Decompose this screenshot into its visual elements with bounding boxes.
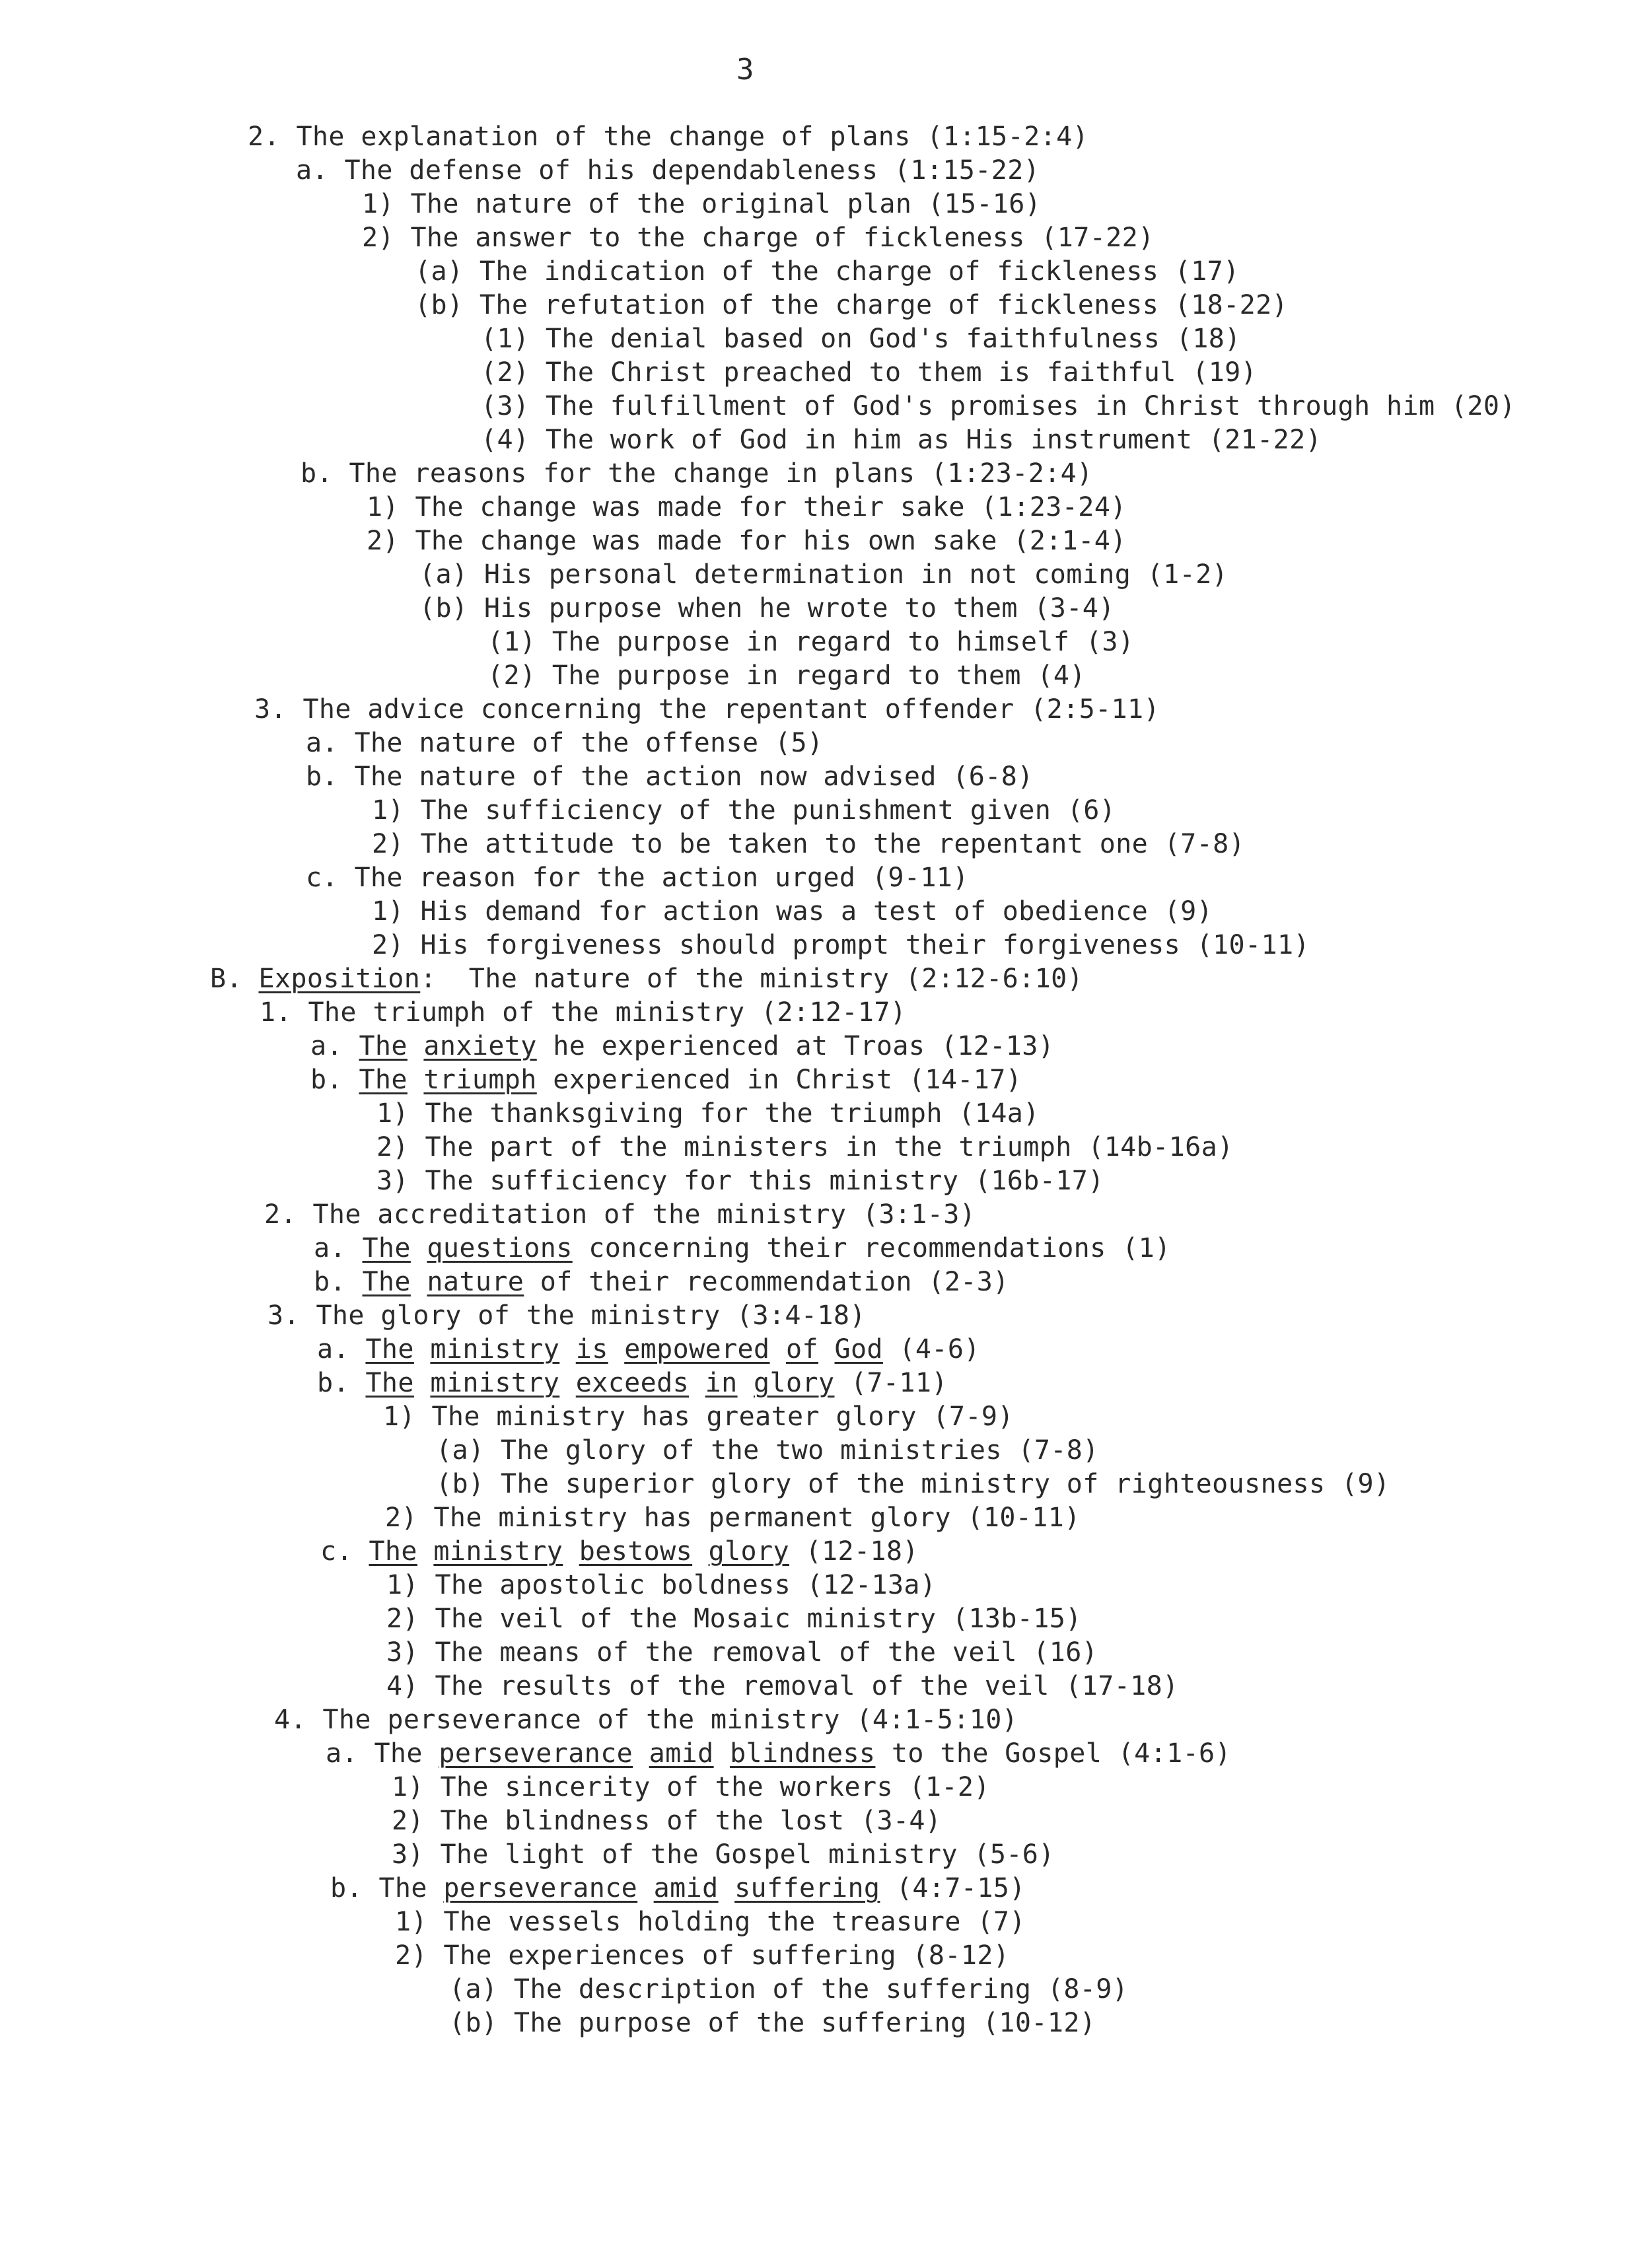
underlined-term: questions xyxy=(427,1233,573,1263)
outline-line xyxy=(0,1569,1638,1602)
outline-line xyxy=(0,1838,1638,1872)
outline-text: (3) The fulfillment of God's promises in Christ through him (20) xyxy=(481,391,1516,421)
outline-text: 2) His forgiveness should prompt their forgiveness (10-11) xyxy=(372,930,1310,960)
outline-text: a. xyxy=(317,1334,366,1364)
underlined-term: The xyxy=(369,1536,417,1567)
outline-text: 2) The change was made for his own sake (2:1-4) xyxy=(367,526,1127,556)
underlined-term: The xyxy=(365,1334,414,1364)
outline-line xyxy=(0,996,1638,1030)
outline-text: a. xyxy=(310,1031,359,1061)
underlined-term: bestows xyxy=(579,1536,693,1567)
outline-text: to the Gospel (4:1-6) xyxy=(875,1738,1232,1769)
outline-text xyxy=(719,1873,734,1903)
outline-line xyxy=(0,1670,1638,1703)
outline-text: 2) The answer to the charge of fickleness (17-22) xyxy=(362,223,1155,253)
outline-text: 2) The veil of the Mosaic ministry (13b-15) xyxy=(386,1604,1082,1634)
outline-line xyxy=(0,1232,1638,1265)
outline-line xyxy=(0,962,1638,996)
outline-line xyxy=(0,1131,1638,1164)
outline-line xyxy=(0,558,1638,592)
outline-text xyxy=(411,1267,427,1297)
outline-line xyxy=(0,1535,1638,1569)
underlined-term: blindness xyxy=(730,1738,876,1769)
outline-text: 1) The vessels holding the treasure (7) xyxy=(395,1907,1026,1937)
outline-line xyxy=(0,2006,1638,2040)
outline-text xyxy=(818,1334,834,1364)
outline-line xyxy=(0,1164,1638,1198)
outline-text: 1) The apostolic boldness (12-13a) xyxy=(386,1570,937,1600)
outline-line xyxy=(0,895,1638,929)
outline-line xyxy=(0,1299,1638,1333)
outline-text: (a) His personal determination in not coming (1-2) xyxy=(419,559,1228,590)
outline xyxy=(0,120,1638,2040)
outline-text xyxy=(633,1738,649,1769)
outline-line xyxy=(0,120,1638,154)
outline-line xyxy=(0,726,1638,760)
outline-text: 1) The nature of the original plan (15-16) xyxy=(362,189,1042,219)
outline-text xyxy=(637,1873,653,1903)
underlined-term: glory xyxy=(754,1368,835,1398)
outline-text xyxy=(608,1334,624,1364)
outline-text: 4. The perseverance of the ministry (4:1-5:10) xyxy=(274,1705,1018,1735)
outline-line xyxy=(0,1872,1638,1905)
outline-text: b. xyxy=(317,1368,366,1398)
outline-text xyxy=(738,1368,754,1398)
outline-text: 1) The sufficiency of the punishment given (6) xyxy=(372,795,1116,826)
outline-text: (1) The denial based on God's faithfulness (18) xyxy=(481,324,1241,354)
outline-text: (4) The work of God in him as His instrument (21-22) xyxy=(481,425,1322,455)
outline-line xyxy=(0,221,1638,255)
outline-text xyxy=(414,1368,430,1398)
underlined-term: anxiety xyxy=(423,1031,537,1061)
underlined-term: The xyxy=(362,1267,411,1297)
outline-text: (7-11) xyxy=(834,1368,948,1398)
outline-text: (b) The purpose of the suffering (10-12) xyxy=(449,2008,1096,2038)
outline-text: (b) The superior glory of the ministry of righteousness (9) xyxy=(436,1469,1390,1499)
underlined-term: God xyxy=(834,1334,883,1364)
outline-line xyxy=(0,828,1638,861)
outline-text: 2) The part of the ministers in the triumph (14b-16a) xyxy=(376,1132,1234,1162)
outline-text xyxy=(408,1065,423,1095)
outline-line xyxy=(0,154,1638,188)
outline-text: b. The nature of the action now advised (6-8) xyxy=(306,762,1034,792)
outline-text: (12-18) xyxy=(789,1536,919,1567)
outline-text xyxy=(563,1536,579,1567)
underlined-term: The xyxy=(359,1065,408,1095)
outline-text: (b) His purpose when he wrote to them (3-4) xyxy=(419,593,1115,623)
outline-line xyxy=(0,1939,1638,1973)
outline-text: (1) The purpose in regard to himself (3) xyxy=(487,627,1135,657)
underlined-term: is xyxy=(575,1334,608,1364)
underlined-term: ministry xyxy=(433,1536,563,1567)
underlined-term: The xyxy=(365,1368,414,1398)
outline-text: experienced in Christ (14-17) xyxy=(536,1065,1022,1095)
outline-text: b. The reasons for the change in plans (1:23-2:4) xyxy=(301,458,1093,489)
underlined-term: ministry xyxy=(430,1368,560,1398)
outline-line xyxy=(0,1434,1638,1468)
outline-text: (4:7-15) xyxy=(880,1873,1026,1903)
outline-text: 1. The triumph of the ministry (2:12-17) xyxy=(260,997,907,1028)
outline-text xyxy=(714,1738,730,1769)
underlined-term: The xyxy=(359,1031,408,1061)
underlined-term: suffering xyxy=(734,1873,880,1903)
outline-text: 3) The sufficiency for this ministry (16b-17) xyxy=(376,1166,1104,1196)
outline-line xyxy=(0,625,1638,659)
outline-text: 2) The attitude to be taken to the repentant one (7-8) xyxy=(372,829,1246,859)
outline-line xyxy=(0,1097,1638,1131)
outline-text: : The nature of the ministry (2:12-6:10) xyxy=(420,964,1084,994)
outline-text xyxy=(692,1536,708,1567)
outline-text: 3. The glory of the ministry (3:4-18) xyxy=(267,1300,866,1331)
outline-text xyxy=(559,1368,575,1398)
outline-line xyxy=(0,289,1638,322)
outline-text: 2) The ministry has permanent glory (10-11) xyxy=(385,1503,1081,1533)
outline-text: (2) The purpose in regard to them (4) xyxy=(487,660,1086,691)
outline-line xyxy=(0,1198,1638,1232)
outline-line xyxy=(0,1636,1638,1670)
outline-text: 2. The explanation of the change of plans (1:15-2:4) xyxy=(248,122,1089,152)
outline-text: c. xyxy=(320,1536,369,1567)
outline-line xyxy=(0,1030,1638,1063)
outline-line xyxy=(0,390,1638,423)
outline-text: 2) The blindness of the lost (3-4) xyxy=(392,1806,942,1836)
outline-line xyxy=(0,794,1638,828)
underlined-term: exceeds xyxy=(575,1368,690,1398)
outline-text: a. xyxy=(314,1233,363,1263)
outline-text: a. The defense of his dependableness (1:15-22) xyxy=(296,155,1040,186)
outline-text xyxy=(689,1368,705,1398)
outline-text: 3) The means of the removal of the veil (16) xyxy=(386,1637,1098,1668)
outline-text xyxy=(408,1031,423,1061)
outline-text: 1) The ministry has greater glory (7-9) xyxy=(383,1401,1014,1432)
outline-line xyxy=(0,322,1638,356)
underlined-term: amid xyxy=(649,1738,714,1769)
outline-text: (a) The indication of the charge of fickleness (17) xyxy=(415,256,1240,287)
outline-text: 2) The experiences of suffering (8-12) xyxy=(395,1940,1010,1971)
outline-text: concerning their recommendations (1) xyxy=(572,1233,1171,1263)
outline-text: c. The reason for the action urged (9-11) xyxy=(306,863,969,893)
outline-text: 2. The accreditation of the ministry (3:1-3) xyxy=(264,1199,976,1230)
outline-text: (a) The description of the suffering (8-9) xyxy=(449,1974,1129,2004)
outline-text: 3) The light of the Gospel ministry (5-6) xyxy=(392,1839,1055,1870)
outline-line xyxy=(0,457,1638,491)
outline-line xyxy=(0,1400,1638,1434)
outline-line xyxy=(0,1366,1638,1400)
outline-line xyxy=(0,1905,1638,1939)
outline-line xyxy=(0,1703,1638,1737)
outline-line xyxy=(0,1973,1638,2006)
outline-text: (a) The glory of the two ministries (7-8) xyxy=(436,1435,1099,1466)
outline-line xyxy=(0,255,1638,289)
underlined-term: empowered xyxy=(624,1334,770,1364)
outline-text xyxy=(411,1233,427,1263)
outline-text: 1) The sincerity of the workers (1-2) xyxy=(392,1772,990,1802)
outline-line xyxy=(0,861,1638,895)
underlined-term: triumph xyxy=(423,1065,537,1095)
outline-text: b. The xyxy=(330,1873,444,1903)
outline-text: 1) The thanksgiving for the triumph (14a) xyxy=(376,1098,1040,1129)
outline-line xyxy=(0,491,1638,524)
outline-line xyxy=(0,1333,1638,1366)
outline-line xyxy=(0,188,1638,221)
outline-line xyxy=(0,524,1638,558)
underlined-term: glory xyxy=(708,1536,790,1567)
outline-text: b. xyxy=(310,1065,359,1095)
underlined-term: of xyxy=(786,1334,818,1364)
outline-text xyxy=(414,1334,430,1364)
outline-text: (4-6) xyxy=(882,1334,980,1364)
outline-text: 4) The results of the removal of the veil (17-18) xyxy=(386,1671,1179,1701)
outline-line xyxy=(0,356,1638,390)
outline-text: 3. The advice concerning the repentant offender (2:5-11) xyxy=(254,694,1160,725)
outline-text: 1) The change was made for their sake (1:23-24) xyxy=(367,492,1127,522)
outline-line xyxy=(0,592,1638,625)
underlined-term: ministry xyxy=(430,1334,560,1364)
outline-text: (2) The Christ preached to them is faithful (19) xyxy=(481,357,1258,388)
outline-line xyxy=(0,929,1638,962)
outline-line xyxy=(0,1063,1638,1097)
outline-text: B. xyxy=(210,964,259,994)
underlined-term: nature xyxy=(427,1267,524,1297)
outline-line xyxy=(0,1501,1638,1535)
outline-line xyxy=(0,423,1638,457)
page-number: 3 xyxy=(736,53,755,87)
outline-text: of their recommendation (2-3) xyxy=(524,1267,1009,1297)
underlined-term: in xyxy=(705,1368,738,1398)
outline-line xyxy=(0,693,1638,726)
outline-text xyxy=(417,1536,433,1567)
outline-text: b. xyxy=(314,1267,363,1297)
outline-text: (b) The refutation of the charge of fickleness (18-22) xyxy=(415,290,1289,320)
outline-text: a. The xyxy=(326,1738,439,1769)
underlined-term: perseverance xyxy=(443,1873,638,1903)
outline-text xyxy=(770,1334,786,1364)
outline-text xyxy=(559,1334,575,1364)
outline-line xyxy=(0,1771,1638,1804)
outline-text: 1) His demand for action was a test of obedience (9) xyxy=(372,896,1213,927)
outline-line xyxy=(0,1468,1638,1501)
underlined-term: amid xyxy=(653,1873,719,1903)
outline-text: he experienced at Troas (12-13) xyxy=(536,1031,1055,1061)
outline-line xyxy=(0,760,1638,794)
outline-line xyxy=(0,1737,1638,1771)
underlined-term: The xyxy=(362,1233,411,1263)
outline-line xyxy=(0,1265,1638,1299)
outline-line xyxy=(0,659,1638,693)
outline-line xyxy=(0,1602,1638,1636)
underlined-term: Exposition xyxy=(258,964,421,994)
outline-text: a. The nature of the offense (5) xyxy=(306,728,824,758)
outline-line xyxy=(0,1804,1638,1838)
underlined-term: perseverance xyxy=(439,1738,633,1769)
